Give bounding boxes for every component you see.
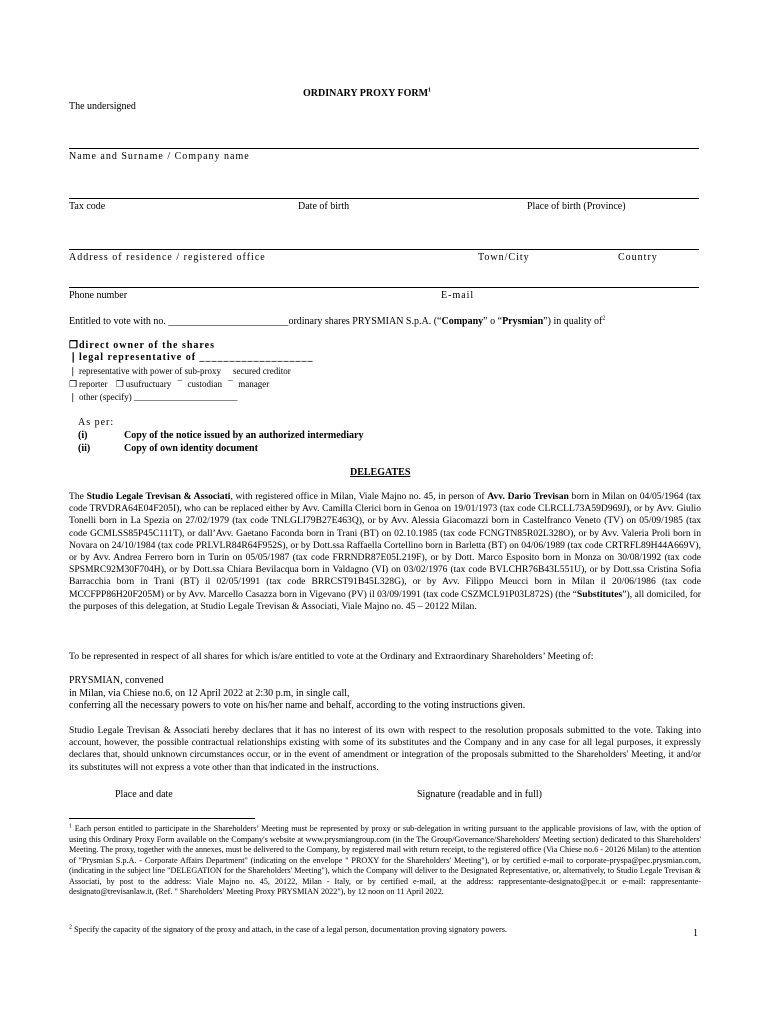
- checkbox-icon[interactable]: ¯: [177, 379, 182, 389]
- checkbox-icon[interactable]: ❒: [69, 379, 78, 389]
- email-label: E-mail: [441, 290, 475, 301]
- phone-email-field-line[interactable]: [69, 287, 699, 288]
- capacity-legal-representative[interactable]: [69, 352, 314, 364]
- checkbox-icon[interactable]: ❘: [69, 366, 77, 376]
- footnote-text: Specify the capacity of the signatory of the proxy and attach, in the case of a legal person, documentation proving signatory powers.: [74, 925, 507, 934]
- declaration-paragraph: Studio Legale Trevisan & Associati hereby declares that it has no interest of its own with respect to the resolution proposals submitted to the vote. Taking into account, however, the possible contractual relationships existing with some of its substitutes and the Company and in any case for all legal purposes, it expressly declares that, should unknown circumstances occur, or in the event of amendment or integration of the proposals submitted to the Shareholders' Meeting, it and/or its substitutes will not express a vote other than that indicated in the instructions.: [69, 725, 701, 773]
- phone-label: Phone number: [69, 290, 128, 301]
- delegates-substitutes: Substitutes: [576, 588, 623, 600]
- delegates-intro-b: , with registered office in Milan, Viale Majno no. 45, in person of: [230, 491, 488, 502]
- checkbox-icon[interactable]: ❘: [69, 392, 77, 402]
- custodian-label: custodian: [187, 379, 222, 389]
- legal-rep-label: legal representative of ___________________: [79, 352, 314, 363]
- name-field-line[interactable]: [69, 148, 699, 149]
- title-footnote-ref: 1: [428, 87, 432, 94]
- footnote-number: 1: [69, 823, 72, 830]
- footnote-1: [69, 824, 701, 898]
- meeting-line-2: in Milan, via Chiese no.6, on 12 April 2022 at 2:30 p.m, in single call,: [69, 688, 350, 699]
- delegates-studio: Studio Legale Trevisan & Associati: [86, 491, 231, 502]
- capacity-row-reporter: [69, 379, 269, 390]
- checkbox-icon[interactable]: ❘: [69, 352, 79, 363]
- footnote-2: [69, 925, 701, 936]
- meeting-line-1: PRYSMIAN, convened: [69, 675, 164, 686]
- direct-owner-label: direct owner of the shares: [79, 340, 215, 351]
- delegates-intro: The: [69, 491, 87, 502]
- secured-creditor-label: secured creditor: [232, 366, 291, 376]
- represent-paragraph: To be represented in respect of all shares for which is/are entitled to vote at the Ordinary and Extraordinary Shareholders’ Meeting of:: [69, 651, 594, 662]
- place-of-birth-label: Place of birth (Province): [527, 201, 626, 212]
- place-date-label: Place and date: [115, 789, 173, 800]
- undersigned-label: The undersigned: [69, 101, 136, 112]
- checkbox-icon[interactable]: ❒: [69, 340, 79, 351]
- address-label: Address of residence / registered office: [69, 252, 266, 263]
- footnote-text: Each person entitled to participate in the Shareholders’ Meeting must be represented by proxy or sub-delegation in writing pursuant to the applicable provisions of law, with the option of using this Ordinary Proxy Form available on the Company's website at www.prysmiangroup.com (in the The Group/Governance/Shareholders' Meeting section) dedicated to this Shareholders' Meeting. The proxy, together with the annexes, must be delivered to the Company, by registered mail with return receipt, to the registered office (Via Chiese no.6 - 20126 Milan) to the attention of "Prysmian S.p.A. - Corporate Affairs Department" (indicating on the envelope " PROXY for the Shareholders' Meeting"), or by certified e-mail to corporate-pryspa@pec.prysmian.com, (indicating in the subject line "DELEGATION for the Shareholders' Meeting"), which the Company will deliver to the Designated Representative, or, alternatively, to Studio Legale Trevisan & Associati, by post to the address: Viale Majno no. 45, 20122, Milan - Italy, or by certified e-mail, at the address: rappresentante-designato@pec.it or e-mail: rappresentante-designato@trevisanlaw.it, (Ref. " Shareholders' Meeting Proxy PRYSMIAN 2022"), by 12 noon on 11 April 2022.: [69, 824, 701, 896]
- entitled-suffix: ”) in quality of: [543, 316, 603, 327]
- rep-subproxy-label: representative with power of sub-proxy: [79, 366, 221, 376]
- tax-code-label: Tax code: [69, 201, 106, 212]
- entitled-footnote-ref: 2: [602, 315, 606, 322]
- capacity-direct-owner[interactable]: [69, 340, 215, 352]
- country-label: Country: [618, 252, 658, 263]
- capacity-row-other: [69, 392, 237, 403]
- entitled-prefix: Entitled to vote with no. ________________________: [69, 316, 289, 327]
- entitled-or: ” o “: [483, 316, 503, 327]
- meeting-line-3: conferring all the necessary powers to vote on his/her name and behalf, according to the voting instructions given.: [69, 700, 526, 711]
- usufructuary-label: usufructuary: [125, 379, 172, 389]
- as-per-item-text: Copy of own identity document: [124, 443, 258, 454]
- manager-label: manager: [238, 379, 270, 389]
- entitled-prysmian: Prysmian: [502, 316, 544, 327]
- tax-dob-field-line[interactable]: [69, 198, 699, 199]
- entitled-middle: ordinary shares PRYSMIAN S.p.A. (“: [288, 316, 442, 327]
- footnote-number: 2: [69, 924, 72, 931]
- address-field-line[interactable]: [69, 249, 699, 250]
- delegates-outro: ”), all domiciled, for the purposes of this delegation, at Studio Legale Trevisan & Associati, Viale Majno no. 45 – 20122 Milan.: [69, 588, 701, 612]
- town-label: Town/City: [478, 252, 530, 263]
- page-number: 1: [693, 928, 698, 939]
- entitled-to-vote-line: [69, 316, 605, 328]
- other-specify-label: other (specify) _______________________: [79, 392, 238, 402]
- form-title: [303, 88, 431, 100]
- footnote-separator: [69, 818, 255, 819]
- delegates-paragraph: [69, 491, 701, 613]
- as-per-item-num: (i): [78, 430, 88, 441]
- signature-label: Signature (readable and in full): [417, 789, 542, 800]
- date-of-birth-label: Date of birth: [298, 201, 350, 212]
- reporter-label: reporter: [79, 379, 108, 389]
- as-per-label: As per:: [78, 417, 115, 428]
- checkbox-icon[interactable]: ¯: [228, 379, 233, 389]
- name-field-label: Name and Surname / Company name: [69, 151, 250, 162]
- as-per-item-text: Copy of the notice issued by an authorized intermediary: [124, 430, 364, 441]
- delegates-heading: DELEGATES: [350, 467, 411, 478]
- form-title-text: ORDINARY PROXY FORM: [303, 88, 429, 99]
- as-per-item-num: (ii): [78, 443, 91, 454]
- delegates-person: Avv. Dario Trevisan: [487, 491, 569, 502]
- delegates-body: born in Milan on 04/05/1964 (tax code TRVDRA64E04F205I), who can be replaced either by Avv. Camilla Clerici born in Genoa on 19/01/1973 (tax code CLRCLL73A59D969J), or by Avv. Giulio Tonelli born in La Spezia on 27/02/1979 (tax code TNLGLI79B27E463Q), or by Avv. Alessia Giacomazzi born in Castelfranco Veneto (TV) on 05/09/1985 (tax code GCMLSS85P45C111T), or dall’Avv. Gaetano Faconda born in Trani (BT) on 02.10.1985 (tax code FCNGTN85R02L328O), or by Avv. Valeria Proli born in Novara on 24/10/1984 (tax code PRLVLR84R64F952S), or by Dott.ssa Raffaella Cortellino born in Barletta (BT) on 04/06/1989 (tax code CRTRFL89H44A669V), or by Avv. Andrea Ferrero born in Turin on 05/05/1987 (tax code FRRNDR87E05L219F), or by Dott. Marco Esposito born in Monza on 30/08/1992 (tax code SPSMRC92M30F704H), or by Dott.ssa Chiara Bevilacqua born in Valdagno (VI) on 03/02/1976 (tax code BVLCHR76B43L551U), or by Dott.ssa Cristina Sofia Barracchia born in Trani (BT) il 02/05/1991 (tax code BRRCST91B45L328G), or by Avv. Filippo Meucci born in Milan il 20/06/1986 (tax code MCCFPP86H20F205M) or by Avv. Marcello Casazza born in Vigevano (PV) il 03/09/1991 (tax code CSZMCL91P03L872S) (the “: [69, 491, 701, 600]
- capacity-row-representative: [69, 366, 291, 377]
- checkbox-icon[interactable]: ❒: [115, 379, 124, 389]
- entitled-company: Company: [441, 316, 484, 327]
